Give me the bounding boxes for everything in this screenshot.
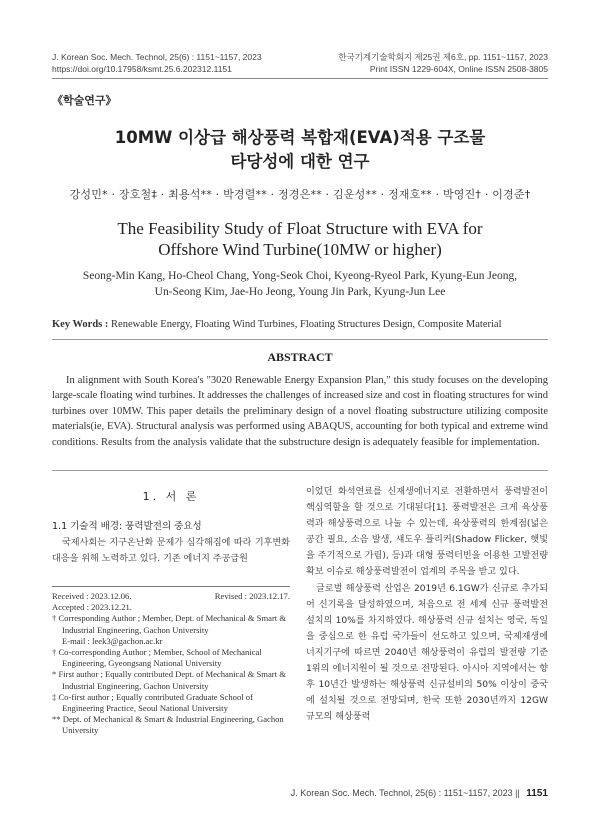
authors-english-line2: Un-Seong Kim, Jae-Ho Jeong, Young Jin Park, Kyung-Jun Lee bbox=[154, 286, 446, 298]
authors-korean: 강성민* · 장호철‡ · 최용석** · 박경렬** · 정경은** · 김운성** · 정재호** · 박영진† · 이경준† bbox=[69, 188, 531, 201]
title-english-line1: The Feasibility Study of Float Structure with EVA for bbox=[117, 219, 483, 238]
left-column bbox=[52, 484, 290, 567]
title-korean bbox=[40, 126, 560, 174]
body-paragraph: 국제사회는 지구온난화 문제가 심각해짐에 따라 기후변화 대응을 위해 노력하고 있다. 기존 에너지 주공급원 bbox=[52, 538, 290, 565]
authors-english-line1: Seong-Min Kang, Ho-Cheol Chang, Yong-Seok Choi, Kyeong-Ryeol Park, Kyung-Eun Jeong, bbox=[82, 270, 518, 282]
page-footer bbox=[291, 788, 548, 799]
section-heading: 1. 서 론 bbox=[142, 490, 200, 503]
received-revised-row bbox=[52, 591, 290, 602]
accepted-date: Accepted : 2023.12.21. bbox=[52, 602, 132, 613]
right-column bbox=[306, 484, 548, 725]
keywords-label: Key Words : bbox=[52, 319, 109, 330]
keywords bbox=[52, 319, 548, 330]
title-english bbox=[40, 218, 560, 260]
abstract-title: ABSTRACT bbox=[267, 350, 333, 364]
subsection-heading: 1.1 기술적 배경: 풍력발전의 중요성 bbox=[52, 521, 202, 532]
page-number: 1151 bbox=[526, 788, 548, 799]
received-date: Received : 2023.12.06. bbox=[52, 591, 132, 601]
footnote-first-author: * First author ; Equally contributed Dept. of Mechanical & Smart & Industrial Engineering, Gachon University bbox=[52, 669, 286, 691]
footnote-email: E-mail : leek3@gachon.ac.kr bbox=[62, 635, 163, 646]
footnote-dept: ** Dept. of Mechanical & Smart & Industrial Engineering, Gachon University bbox=[52, 714, 284, 736]
abstract-divider bbox=[52, 470, 548, 471]
footnote-co-first-author: ‡ Co-first author ; Equally contributed Graduate School of Engineering Practice, Seoul National University bbox=[52, 691, 253, 714]
footnote-corresponding: † Corresponding Author ; Member, Dept. of Mechanical & Smart & Industrial Engineering, Gachon University bbox=[52, 613, 287, 635]
abstract-text: In alignment with South Korea's "3020 Renewable Energy Expansion Plan," this study focuses on the developing large-scale floating wind turbines. It addresses the challenges of increased size and cost in floating structures for wind turbines over 10MW. This paper details the preliminary design of a novel floating substructure utilizing composite materials(ie, EVA). Structural analysis was performed using ABAQUS, accounting for both typical and extreme wind conditions. Results from the analysis validate that the substructure design is adequately feasible for implementation. bbox=[52, 375, 548, 448]
header-divider bbox=[52, 78, 548, 79]
authors-english bbox=[40, 268, 560, 300]
title-korean-line2: 타당성에 대한 연구 bbox=[230, 152, 370, 171]
body-paragraph-1: 이었던 화석연료를 신재생에너지로 전환하면서 풍력발전이 핵심역할을 할 것으로 기대된다[1]. 풍력발전은 크게 육상풍력과 해상풍력으로 나눌 수 있는데, 육상풍력의 한계점(넓은 공간 필요, 소음 발생, 섀도우 플리커(Shadow Flicker, 햇빛을 주기적으로 가림), 등)과 대형 풍력터빈을 이용한 고발전량 확보 이슈로 해상풍력발전이 업계의 주목을 받고 있다. bbox=[306, 487, 548, 578]
journal-citation-en: J. Korean Soc. Mech. Technol, 25(6) : 1151~1157, 2023 bbox=[52, 52, 262, 62]
title-english-line2: Offshore Wind Turbine(10MW or higher) bbox=[158, 240, 442, 259]
issn-line: Print ISSN 1229-604X, Online ISSN 2508-3805 bbox=[369, 64, 548, 74]
footnotes bbox=[52, 586, 290, 737]
footnote-co-corresponding: † Co-corresponding Author ; Member, School of Mechanical Engineering, Gyeongsang National University bbox=[52, 647, 262, 669]
journal-citation-ko: 한국기계기술학회지 제25권 제6호, pp. 1151~1157, 2023 bbox=[338, 52, 548, 62]
title-korean-line1: 10MW 이상급 해상풍력 복합재(EVA)적용 구조물 bbox=[114, 128, 486, 147]
doi-link[interactable]: https://doi.org/10.17958/ksmt.25.6.202312.1151 bbox=[52, 64, 232, 74]
footer-citation: J. Korean Soc. Mech. Technol, 25(6) : 1151~1157, 2023 || bbox=[290, 788, 520, 798]
keywords-divider bbox=[52, 339, 548, 340]
journal-header-left bbox=[52, 51, 262, 75]
keywords-text: Renewable Energy, Floating Wind Turbines, Floating Structures Design, Composite Material bbox=[111, 319, 502, 330]
journal-header-right bbox=[338, 51, 548, 75]
body-paragraph-2: 글로벌 해상풍력 산업은 2019년 6.1GW가 신규로 추가되어 신기록을 달성하였으며, 처음으로 전 세계 신규 풍력발전 설치의 10%를 차지하였다. 해상풍력 신규 설치는 영국, 독일을 중심으로 한 유럽 국가들이 선도하고 있으며, 국제재생에너지기구에 따르면 2040년 해상풍력이 유럽의 발전량 기준 1위의 에너지원이 될 것으로 전망된다. 아시아 지역에서는 향후 10년간 발생하는 해상풍력 신규설비의 50% 이상이 중국에 설치될 것으로 전망되며, 한국 또한 2030년까지 12GW 규모의 해상풍력 bbox=[306, 583, 548, 723]
section-tag: 《학술연구》 bbox=[52, 94, 117, 107]
revised-date: Revised : 2023.12.17. bbox=[214, 591, 290, 601]
